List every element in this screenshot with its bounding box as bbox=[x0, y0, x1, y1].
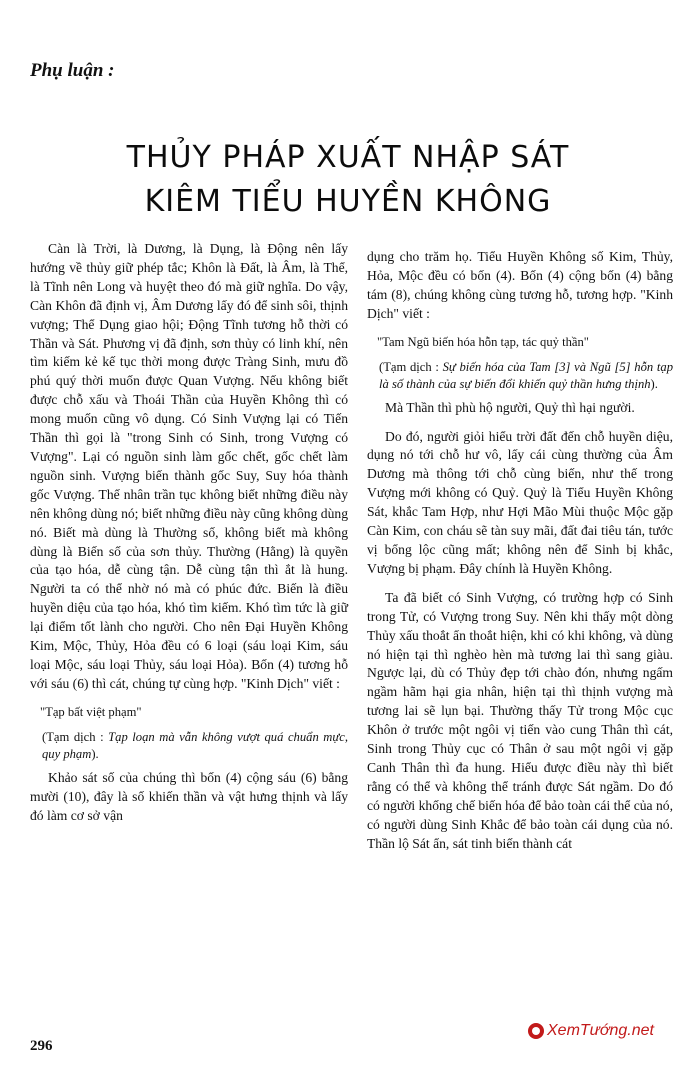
chapter-title-line-1: THỦY PHÁP XUẤT NHẬP SÁT bbox=[126, 140, 570, 175]
yin-yang-logo-icon bbox=[528, 1023, 544, 1039]
right-column bbox=[367, 248, 673, 853]
chapter-title-line-2: KIÊM TIỂU HUYỀN KHÔNG bbox=[144, 184, 552, 219]
section-label: Phụ luận : bbox=[30, 60, 115, 81]
watermark-text: XemTướng.net bbox=[547, 1022, 654, 1039]
quote-translation bbox=[379, 359, 673, 393]
paragraph: dụng cho trăm họ. Tiểu Huyền Không số Kim, Thủy, Hỏa, Mộc đều có bốn (4). Bốn (4) cộng bốn (4) bằng tám (8), chúng không cùng tương hỗ, tương hợp. "Kinh Dịch" viết : bbox=[367, 249, 673, 321]
translation-text: Tạp loạn mà vẫn không vượt quá chuẩn mực, quy phạm bbox=[42, 729, 349, 761]
chapter-title bbox=[0, 136, 696, 224]
quote: "Tạp bất việt phạm" bbox=[40, 704, 142, 719]
translation-prefix: (Tạm dịch : bbox=[379, 359, 443, 374]
left-column bbox=[30, 240, 348, 825]
page-number: 296 bbox=[30, 1038, 53, 1054]
translation-suffix: ). bbox=[650, 376, 658, 391]
translation-text: Sự biến hóa của Tam [3] và Ngũ [5] hỗn tạp là số thành của sự biến đổi khiến quỷ thần hưng thịnh bbox=[379, 359, 673, 391]
site-watermark bbox=[528, 1022, 654, 1040]
paragraph: Do đó, người giỏi hiểu trời đất đến chỗ huyền diệu, dụng nó tới chỗ hư vô, lấy cái cùng thường của Âm Dương mà thông tới chỗ cùng biến, như thế trong Vượng mới không có Quỷ. Quỷ là Tiểu Huyền Không Sát, khắc Tam Hợp, như Hợi Mão Mùi thuộc Mộc gặp Càn Kim, con cháu sẽ tàn suy mãi, đất đai tiêu tán, tước vị bổng lộc cũng mất; không nên để Sinh bị khắc, Vượng bị phạm. Đây chính là Huyền Không. bbox=[367, 428, 673, 576]
quote: "Tam Ngũ biến hóa hỗn tạp, tác quỷ thần" bbox=[377, 334, 589, 349]
translation-suffix: ). bbox=[91, 746, 99, 761]
quote-translation bbox=[42, 729, 348, 763]
translation-prefix: (Tạm dịch : bbox=[42, 729, 109, 744]
paragraph: Khảo sát số của chúng thì bốn (4) cộng sáu (6) bằng mười (10), đây là số khiến thần và vật hưng thịnh và lấy đó làm cơ sở vận bbox=[30, 769, 348, 823]
paragraph: Ta đã biết có Sinh Vượng, có trường hợp có Sinh trong Tử, có Vượng trong Suy. Nên khi thấy một dòng Thủy xấu thoắt ẩn thoắt hiện, khi có khi không, và dùng nó hiện tại thì nghèo hèn mà tương lai thì sang giàu. Ngược lại, dù có Thủy đẹp tới chào đón, nhưng ngấm ngầm hãm hại gia nhân, hiện tại thì thịnh vượng mà tương lai sẽ lụn bại. Thường thấy Tử trong Mộc cục Khôn ở trước một ngôi vị tiến vào cung Thân thì cát, Sinh trong Thủy cục có Thân ở sau một ngôi vị gặp Canh Thân thì đa hung. Hiểu được điều này thì biết rằng có thể và không thể tránh được Sát ngầm. Do đó có người khống chế biến hóa để bảo toàn cái thể của nó, có người dùng Sinh Khắc để bảo toàn cái dụng của nó. Thần lộ Sát ẩn, sát tinh biến thành cát bbox=[367, 589, 673, 851]
paragraph: Càn là Trời, là Dương, là Dụng, là Động nên lấy hướng về thủy giữ phép tắc; Khôn là Đất, là Âm, là Thể, là Tĩnh nên Long và huyệt theo đó mà giữ nghĩa. Do vậy, Càn Khôn đã định vị, Âm Dương lấy đó để sinh sôi, thịnh vượng; Thể Dụng giao hội; Động Tĩnh tương hỗ thời có Thần và Sát. Phương vị đã định, sơn thủy có linh khí, nên tìm kiếm kẻ kế tục thời mong được Tràng Sinh, mưu đồ phú quý thời muốn được Quan Vượng. Nếu không biết được chỗ xấu và Thoái Thần của Huyền Không thì có mong muốn cũng vô dụng. Có Sinh Vượng lại có Tiến Thần thì gọi là "trong Sinh có Sinh, trong Vượng có Vượng". Lại có nguồn sinh làm gốc chết, gốc chết làm nguồn sinh. Vượng biến thành gốc Suy, Suy hóa thành gốc Vượng. Thế nhân trần tục không biết những điều này nên không dùng nó; biết những điều này cũng không dùng nó. Biết mà dùng là Thường số, không biết mà không dùng là Biến số của sơn thủy. Thường (Hằng) là quyền của tạo hóa, dễ cùng tận. Dễ cùng tận thì ắt là hung. Người ta có thể nhờ nó mà có phúc đức. Biến là điều huyền diệu của tạo hóa, khó tìm kiếm. Khó tìm tức là giữ lại điểm tốt lành cho người. Cho nên Đại Huyền Không Kim, Mộc, Thủy, Hỏa đều có 6 loại (sáu loại Kim, sáu loại Mộc, sáu loại Thủy, sáu loại Hỏa). Bốn (4) tương hỗ với sáu (6) thì cát, chúng tự cùng hợp. "Kinh Dịch" viết : bbox=[30, 241, 348, 691]
paragraph: Mà Thần thì phù hộ người, Quỷ thì hại người. bbox=[385, 399, 635, 415]
